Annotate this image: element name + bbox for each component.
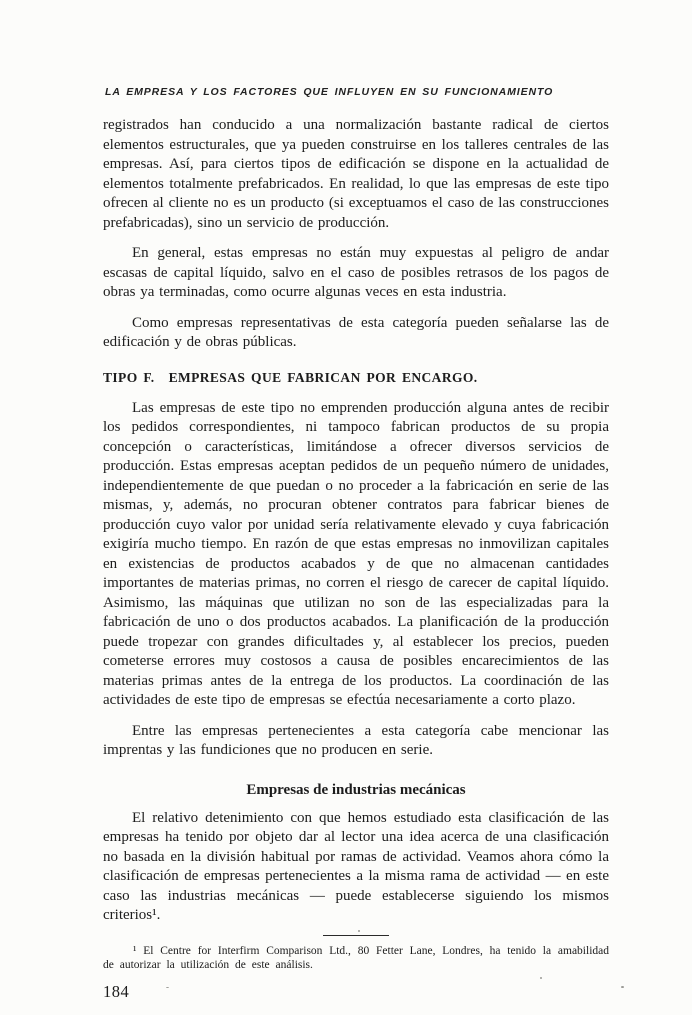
scan-speck	[358, 930, 360, 932]
section-heading-title: EMPRESAS QUE FABRICAN POR ENCARGO.	[168, 369, 478, 385]
paragraph-en-general: En general, estas empresas no están muy expuestas al peligro de andar escasas de capital líquido, salvo en el caso de posibles retrasos de los pagos de obras ya terminadas, como ocurre algunas veces en esta industria.	[103, 245, 609, 300]
scan-speck	[166, 987, 169, 988]
paragraph-entre-las-empresas: Entre las empresas pertenecientes a esta categoría cabe mencionar las imprentas y las fundiciones que no producen en serie.	[103, 722, 609, 758]
section-heading-tipo-f	[103, 370, 609, 386]
paragraph-registrados: registrados han conducido a una normalización bastante radical de ciertos elementos estructurales, que ya pueden construirse en los talleres centrales de las empresas. Así, para ciertos tipos de edificación se dispone en la actualidad de elementos totalmente prefabricados. En realidad, lo que las empresas de este tipo ofrecen al cliente no es un producto (si exceptuamos el caso de las construcciones prefabricadas), sino un servicio de producción.	[103, 117, 609, 231]
footnote-separator	[323, 935, 389, 936]
subsection-heading-industrias-mecanicas: Empresas de industrias mecánicas	[246, 781, 466, 798]
section-heading-label: TIPO F.	[103, 369, 155, 385]
paragraph-como-empresas: Como empresas representativas de esta categoría pueden señalarse las de edificación y de obras públicas.	[103, 314, 609, 350]
scan-speck	[621, 986, 624, 988]
running-header: LA EMPRESA Y LOS FACTORES QUE INFLUYEN EN SU FUNCIONAMIENTO	[105, 86, 554, 98]
page-number: 184	[103, 981, 130, 1001]
scan-speck	[540, 977, 542, 979]
paragraph-las-empresas: Las empresas de este tipo no emprenden producción alguna antes de recibir los pedidos correspondientes, ni tampoco fabrican productos de su propia concepción o características, limitándose a ofrecer diversos servicios de producción. Estas empresas aceptan pedidos de un pequeño número de unidades, independientemente de que puedan o no proceder a la fabricación en serie de las mismas, y, además, no procuran obtener contratos para fabricar bienes de producción cuyo valor por unidad sería relativamente elevado y cuya fabricación exigiría mucho tiempo. En razón de que estas empresas no inmovilizan capitales en existencias de productos acabados y de que no almacenan cantidades importantes de materias primas, no corren el riesgo de carecer de capital líquido. Asimismo, las máquinas que utilizan no son de las especializadas para la fabricación de uno o dos productos acabados. La planificación de la producción puede tropezar con grandes dificultades y, al establecer los precios, pueden cometerse errores muy costosos a causa de posibles encarecimientos de las materias primas antes de la entrega de los productos. La coordinación de las actividades de este tipo de empresas se efectúa necesariamente a corto plazo.	[103, 399, 609, 708]
footnote: ¹ El Centre for Interfirm Comparison Ltd., 80 Fetter Lane, Londres, ha tenido la amabilidad de autorizar la utilización de este análisis.	[103, 944, 609, 971]
text-column	[103, 86, 609, 1002]
paragraph-el-relativo: El relativo detenimiento con que hemos estudiado esta clasificación de las empresas ha tenido por objeto dar al lector una idea acerca de una clasificación no basada en la división habitual por ramas de actividad. Veamos ahora cómo la clasificación de empresas pertenecientes a la misma rama de actividad — en este caso las industrias mecánicas — puede establecerse siguiendo los mismos criterios¹.	[103, 809, 609, 923]
